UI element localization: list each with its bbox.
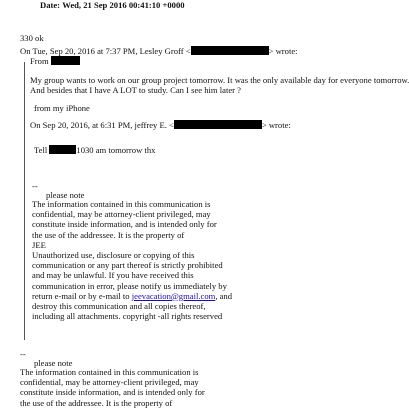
notice2-line: constitute inside information, and is intended only for — [20, 387, 205, 398]
email-line-prefix: return e-mail or by e-mail to — [32, 290, 132, 301]
from-line — [30, 56, 80, 66]
notice1-body — [32, 199, 232, 321]
notice1-line: The information contained in this communication is — [32, 199, 211, 209]
tell-line — [34, 145, 155, 155]
notice2-dashes: -- — [20, 349, 26, 359]
email-line-suffix: , and — [215, 290, 233, 301]
quote-border — [24, 62, 25, 340]
notice1-line: communication in error, please notify us immediately by — [32, 280, 227, 291]
notice1-line: Unauthorized use, disclosure or copying of this — [32, 249, 195, 260]
notice2-line: the use of the addressee. It is the property of — [20, 397, 173, 408]
quote2-intro-suffix: > wrote: — [261, 120, 291, 130]
notice1-line: confidential, may be attorney-client privileged, may — [32, 209, 211, 220]
notice1-line: including all attachments. copyright -all rights reserved — [32, 311, 223, 322]
notice2-line: confidential, may be attorney-client privileged, may — [20, 377, 199, 388]
notice1-line: and may be unlawful. If you have received this — [32, 270, 194, 281]
redacted-name — [49, 145, 76, 154]
notice1-line: JEE — [32, 239, 46, 250]
notice1-dashes: -- — [32, 181, 38, 191]
email-link[interactable]: jeevacation@gmail.com — [131, 290, 216, 301]
quote1-body — [30, 75, 409, 95]
quote2-intro-prefix: On Sep 20, 2016, at 6:31 PM, jeffrey E. < — [30, 120, 174, 130]
date-label: Date: — [40, 0, 61, 10]
tell-prefix: Tell — [34, 145, 48, 155]
notice1-line: constitute inside information, and is intended only for — [32, 219, 217, 230]
notice1-line: destroy this communication and all copies thereof, — [32, 300, 206, 311]
notice1-line: the use of the addressee. It is the property of — [32, 229, 185, 240]
notice1-email-line — [32, 291, 232, 301]
quote1-intro-suffix: > wrote: — [268, 46, 298, 56]
quote2-intro — [30, 120, 291, 130]
reply-text: 330 ok — [20, 33, 44, 43]
notice2-body — [20, 367, 205, 408]
redacted-email — [174, 120, 262, 129]
notice2-line: The information contained in this communication is — [20, 367, 199, 377]
notice1-title: please note — [46, 190, 85, 200]
notice2-title: please note — [34, 358, 73, 368]
notice1-line: communication or any part thereof is strictly prohibited — [32, 260, 223, 271]
quote1-line: My group wants to work on our group project tomorrow. It was the only available day for everyone tomorrow. — [30, 75, 409, 85]
quote1-intro — [20, 46, 298, 56]
redacted-from — [51, 56, 80, 65]
date-header — [40, 0, 185, 10]
tell-suffix: 1030 am tomorrow thx — [76, 145, 156, 155]
signature: from my iPhone — [34, 103, 90, 113]
date-value: Wed, 21 Sep 2016 00:41:10 +0000 — [62, 0, 185, 10]
from-label: From — [30, 56, 49, 66]
redacted-email — [191, 46, 269, 55]
quote1-line: And besides that I have A LOT to study. Can I see him later ? — [30, 85, 241, 96]
quote1-intro-prefix: On Tue, Sep 20, 2016 at 7:37 PM, Lesley Groff < — [20, 46, 191, 56]
